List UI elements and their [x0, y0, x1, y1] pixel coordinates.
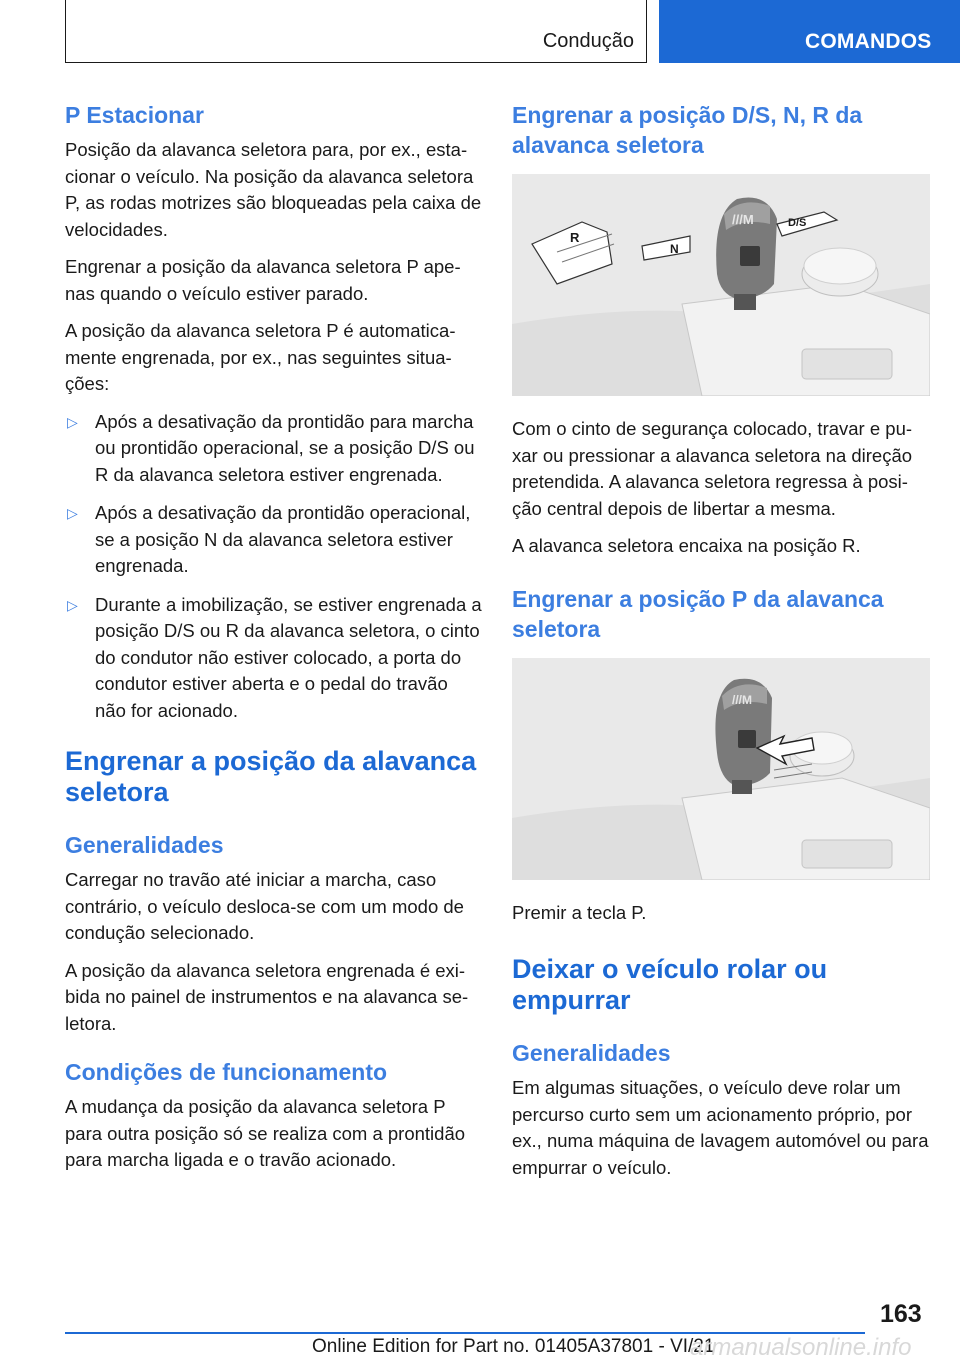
- right-column: [512, 100, 930, 1192]
- paragraph: Com o cinto de segurança colocado, travar e puxar ou pressionar a alavanca seletora na direção pretendida. A alavanca seletora regressa à posição central depois de libertar a mesma.: [512, 418, 913, 519]
- triangle-bullet-icon: ▷: [67, 413, 78, 430]
- footer-edition: Online Edition for Part no. 01405A37801 - VI/21: [312, 1336, 715, 1357]
- paragraph: A posição da alavanca seletora engrenada é exibida no painel de instrumentos e na alavanca seletora.: [65, 959, 469, 1034]
- list-item-text: Após a desativação da prontidão operacional, se a posição N da alavanca seletora estiver engrenada.: [95, 502, 471, 576]
- engage-selector-heading: Engrenar a posição da alavanca seletora: [65, 746, 477, 807]
- gear-selector-p-button-illustration: [512, 658, 930, 880]
- list-item: [65, 409, 483, 489]
- triangle-bullet-icon: ▷: [67, 505, 78, 521]
- roll-generalities-heading: Generalidades: [512, 1040, 671, 1066]
- paragraph: A mudança da posição da alavanca seletora P para outra posição só se realiza com a prontidão para marcha ligada e o travão acionado.: [65, 1096, 466, 1170]
- generalities-heading: Generalidades: [65, 832, 224, 858]
- svg-text:///M: ///M: [732, 212, 754, 227]
- header-section-title: Condução: [542, 30, 634, 52]
- paragraph: Engrenar a posição da alavanca seletora P apenas quando o veículo estiver parado.: [65, 256, 461, 304]
- paragraph: A posição da alavanca seletora P é automaticamente engrenada, por ex., nas seguintes situações:: [65, 320, 456, 394]
- list-item-text: Durante a imobilização, se estiver engrenada a posição D/S ou R da alavanca seletora, o cinto do condutor não estiver colocado, a porta do condutor estiver aberta e o pedal do travão não for acionado.: [95, 593, 482, 721]
- paragraph: Em algumas situações, o veículo deve rolar um percurso curto sem um acionamento próprio, por ex., numa máquina de lavagem automóvel ou para empurrar o veículo.: [512, 1077, 929, 1178]
- gear-selector-dsnr-illustration: [512, 174, 930, 396]
- ds-label: D/S: [788, 217, 807, 229]
- engage-p-heading: Engrenar a posição P da alavanca seletora: [512, 585, 884, 642]
- paragraph: Posição da alavanca seletora para, por ex., estacionar o veículo. Na posição da alavanca seletora P, as rodas motrizes são bloqueadas pela caixa de velocidades.: [65, 139, 482, 240]
- list-item-text: Após a desativação da prontidão para marcha ou prontidão operacional, se a posição D/S ou R da alavanca seletora estiver engrenada.: [95, 410, 475, 485]
- bullet-list: [65, 409, 483, 725]
- n-label: N: [670, 242, 679, 256]
- r-label: R: [570, 230, 580, 245]
- header-chapter-label: COMANDOS: [805, 30, 932, 53]
- roll-push-heading: Deixar o veículo rolar ou empurrar: [512, 954, 828, 1015]
- paragraph: Carregar no travão até iniciar a marcha, caso contrário, o veículo desloca-se com um modo de condução selecionado.: [65, 869, 464, 943]
- header-chapter-tab: [659, 0, 960, 63]
- footer-watermark: armanualsonline.info: [690, 1334, 912, 1361]
- paragraph: Premir a tecla P.: [512, 901, 647, 923]
- page-number: 163: [880, 1300, 922, 1328]
- paragraph: A alavanca seletora encaixa na posição R.: [512, 535, 861, 556]
- list-item: [65, 500, 483, 580]
- operating-conditions-heading: Condições de funcionamento: [65, 1059, 388, 1085]
- engage-dsnr-heading: Engrenar a posição D/S, N, R da alavanca seletora: [512, 102, 863, 158]
- header-section-box: [65, 0, 647, 63]
- svg-text:///M: ///M: [732, 692, 752, 707]
- list-item: [65, 592, 483, 725]
- left-column: [65, 100, 483, 1185]
- p-park-heading: P Estacionar: [65, 102, 204, 128]
- triangle-bullet-icon: ▷: [67, 596, 78, 613]
